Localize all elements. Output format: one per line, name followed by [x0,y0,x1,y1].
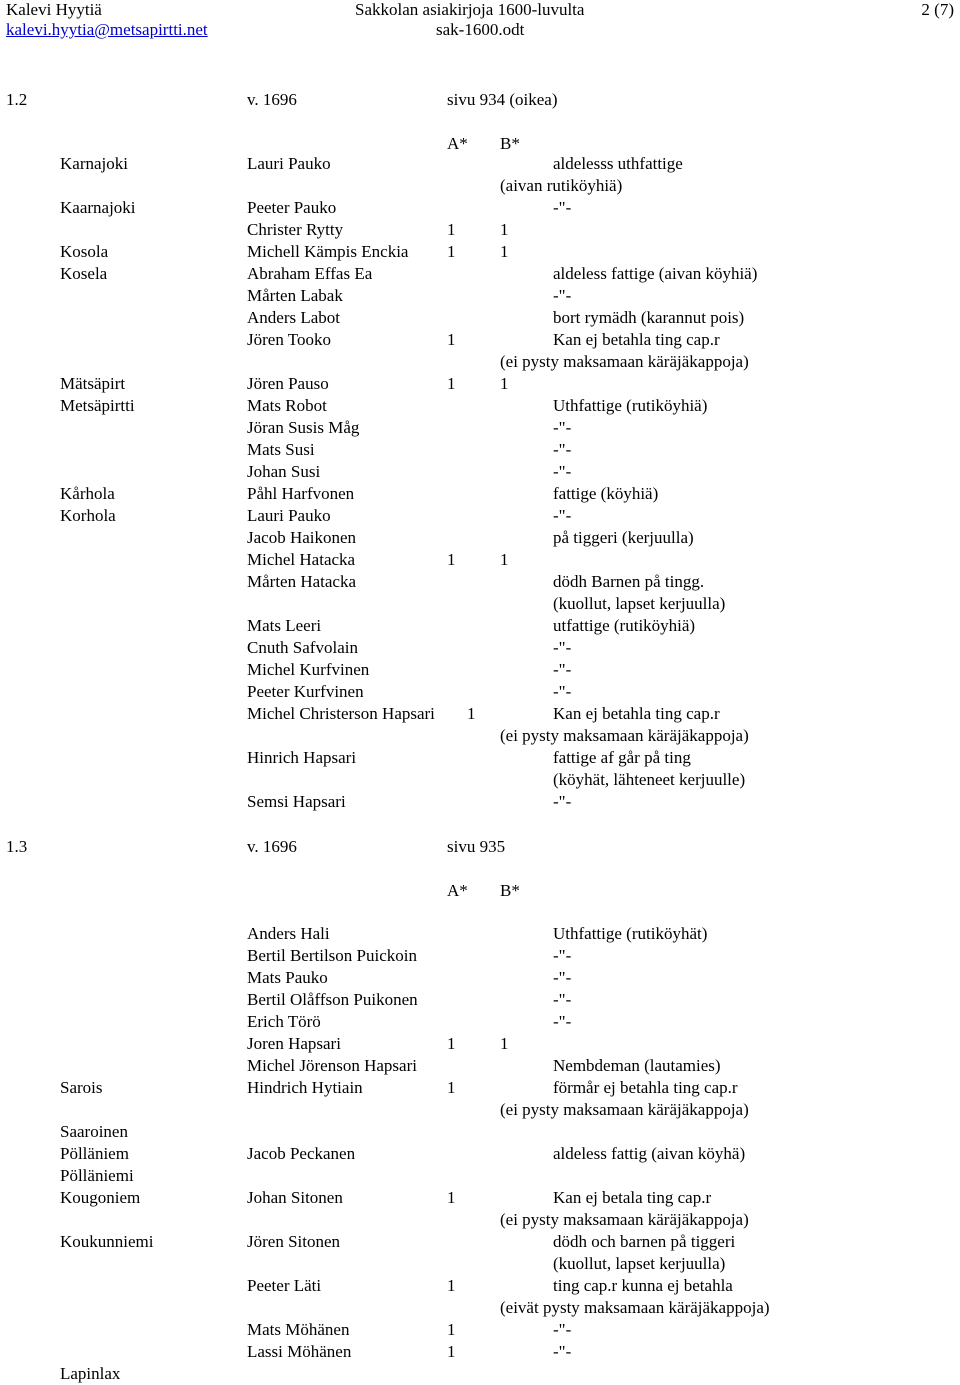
table-row [0,263,960,285]
translation-text: (ei pysty maksamaan käräjäkappoja) [500,1210,749,1229]
note-text: utfattige (rutiköyhiä) [553,616,696,635]
column-a-value: 1 [447,1078,456,1097]
person-name: Peeter Läti [247,1276,322,1295]
translation-text: (kuollut, lapset kerjuulla) [553,594,726,613]
person-name: Påhl Harfvonen [247,484,355,503]
note-text: Uthfattige (rutiköyhiä) [553,396,708,415]
person-name: Erich Törö [247,1012,321,1031]
note-text: förmår ej betahla ting cap.r [553,1078,738,1097]
author-name: Kalevi Hyytiä [6,0,102,19]
column-headers [0,133,940,155]
table-row [0,197,960,219]
table-row [0,549,960,571]
person-name: Lassi Möhänen [247,1342,352,1361]
section-page: sivu 934 (oikea) [447,90,558,109]
table-row [0,1121,960,1143]
table-row [0,1165,960,1187]
column-b-header: B* [500,134,520,153]
column-b-value: 1 [500,550,509,569]
column-a-value: 1 [447,1276,456,1295]
table-row [0,241,960,263]
note-text: -"- [553,1012,572,1031]
person-name: Christer Rytty [247,220,344,239]
table-row [0,1011,960,1033]
column-a-header: A* [447,134,468,153]
person-name: Jacob Haikonen [247,528,357,547]
table-row [0,1033,960,1055]
place-name: Saaroinen [60,1122,128,1141]
note-text: fattige af går på ting [553,748,691,767]
table-row [0,769,960,791]
table-row [0,571,960,593]
person-name: Cnuth Safvolain [247,638,358,657]
column-b-header: B* [500,881,520,900]
note-text: -"- [553,440,572,459]
table-row [0,659,960,681]
note-text: aldeless fattige (aivan köyhiä) [553,264,758,283]
person-name: Johan Sitonen [247,1188,343,1207]
person-name: Johan Susi [247,462,321,481]
table-row [0,681,960,703]
column-headers [0,880,940,902]
table-row [0,967,960,989]
table-row [0,1363,960,1385]
note-text: Uthfattige (rutiköyhät) [553,924,708,943]
page-number: 2 (7) [921,0,954,19]
table-row [0,175,960,197]
person-name: Michel Christerson Hapsari [247,704,435,723]
person-name: Bertil Olåffson Puikonen [247,990,418,1009]
translation-text: (köyhät, lähteneet kerjuulle) [553,770,746,789]
translation-text: (eivät pysty maksamaan käräjäkappoja) [500,1298,770,1317]
translation-text: (ei pysty maksamaan käräjäkappoja) [500,1100,749,1119]
note-text: -"- [553,638,572,657]
person-name: Peeter Pauko [247,198,337,217]
note-text: -"- [553,792,572,811]
note-text: dödh och barnen på tiggeri [553,1232,736,1251]
column-a-value: 1 [447,242,456,261]
table-row [0,989,960,1011]
table-row [0,637,960,659]
person-name: Mats Susi [247,440,315,459]
person-name: Mats Pauko [247,968,328,987]
table-row [0,461,960,483]
person-name: Bertil Bertilson Puickoin [247,946,417,965]
place-name: Metsäpirtti [60,396,135,415]
table-row [0,1055,960,1077]
column-a-value: 1 [447,1034,456,1053]
note-text: -"- [553,418,572,437]
note-text: -"- [553,660,572,679]
person-name: Semsi Hapsari [247,792,346,811]
column-b-value: 1 [500,220,509,239]
person-name: Hinrich Hapsari [247,748,357,767]
table-row [0,153,960,175]
place-name: Sarois [60,1078,103,1097]
table-row [0,351,960,373]
section-year: v. 1696 [247,90,297,109]
note-text: Kan ej betahla ting cap.r [553,704,720,723]
table-row [0,1099,960,1121]
table-row [0,219,960,241]
table-row [0,923,960,945]
person-name: Anders Labot [247,308,341,327]
table-row [0,329,960,351]
table-row [0,1253,960,1275]
person-name: Jören Sitonen [247,1232,341,1251]
note-text: Kan ej betala ting cap.r [553,1188,712,1207]
column-a-value: 1 [447,1320,456,1339]
section-heading-1-2 [6,89,946,111]
table-row [0,1275,960,1297]
table-row [0,945,960,967]
place-name: Mätsäpirt [60,374,126,393]
translation-text: (ei pysty maksamaan käräjäkappoja) [500,726,749,745]
column-a-value: 1 [447,550,456,569]
note-text: -"- [553,506,572,525]
table-row [0,747,960,769]
table-row [0,285,960,307]
table-row [0,417,960,439]
person-name: Lauri Pauko [247,154,331,173]
person-name: Abraham Effas Ea [247,264,373,283]
document-title: Sakkolan asiakirjoja 1600-luvulta [355,0,585,19]
note-text: -"- [553,1342,572,1361]
table-row [0,615,960,637]
place-name: Kougoniem [60,1188,141,1207]
note-text: ting cap.r kunna ej betahla [553,1276,733,1295]
table-row [0,791,960,813]
place-name: Koukunniemi [60,1232,154,1251]
column-a-value: 1 [447,330,456,349]
note-text: -"- [553,968,572,987]
person-name: Michel Hatacka [247,550,356,569]
person-name: Jören Pauso [247,374,329,393]
note-text: -"- [553,198,572,217]
person-name: Michel Kurfvinen [247,660,370,679]
page-header [6,0,954,44]
person-name: Jöran Susis Måg [247,418,360,437]
person-name: Jören Tooko [247,330,331,349]
author-email-link[interactable]: kalevi.hyytia@metsapirtti.net [6,20,208,39]
note-text: bort rymädh (karannut pois) [553,308,745,327]
place-name: Kaarnajoki [60,198,136,217]
table-row [0,395,960,417]
person-name: Mats Leeri [247,616,322,635]
column-a-header: A* [447,881,468,900]
place-name: Lapinlax [60,1364,121,1383]
person-name: Peeter Kurfvinen [247,682,364,701]
table-row [0,593,960,615]
note-text: aldeless fattig (aivan köyhä) [553,1144,746,1163]
place-name: Korhola [60,506,116,525]
column-b-value: 1 [500,374,509,393]
table-row [0,373,960,395]
note-text: fattige (köyhiä) [553,484,659,503]
person-name: Mats Möhänen [247,1320,350,1339]
person-name: Mårten Hatacka [247,572,357,591]
translation-text: (ei pysty maksamaan käräjäkappoja) [500,352,749,371]
person-name: Michell Kämpis Enckia [247,242,409,261]
place-name: Kosela [60,264,108,283]
note-text: -"- [553,1320,572,1339]
note-text: -"- [553,286,572,305]
column-b-value: 1 [500,242,509,261]
note-text: -"- [553,682,572,701]
table-row [0,1209,960,1231]
note-text: Kan ej betahla ting cap.r [553,330,720,349]
column-a-value: 1 [447,220,456,239]
translation-text: (aivan rutiköyhiä) [500,176,623,195]
column-a-value: 1 [447,1342,456,1361]
table-row [0,725,960,747]
note-text: -"- [553,462,572,481]
file-name: sak-1600.odt [436,20,525,39]
table-row [0,483,960,505]
section-year: v. 1696 [247,837,297,856]
person-name: Joren Hapsari [247,1034,341,1053]
place-name: Pölläniemi [60,1166,134,1185]
table-row [0,505,960,527]
place-name: Pölläniem [60,1144,129,1163]
section-heading-1-3 [6,836,946,858]
person-name: Anders Hali [247,924,330,943]
person-name: Jacob Peckanen [247,1144,356,1163]
table-row [0,1077,960,1099]
note-text: Nembdeman (lautamies) [553,1056,721,1075]
table-row [0,1143,960,1165]
person-name: Michel Jörenson Hapsari [247,1056,417,1075]
table-row [0,1319,960,1341]
table-row [0,1341,960,1363]
table-row [0,527,960,549]
section-number: 1.3 [6,837,28,856]
table-row [0,1187,960,1209]
note-text: -"- [553,946,572,965]
table-row [0,439,960,461]
column-a-value: 1 [447,1188,456,1207]
column-b-value: 1 [500,1034,509,1053]
person-name: Mårten Labak [247,286,343,305]
table-row [0,307,960,329]
place-name: Kårhola [60,484,115,503]
person-name: Mats Robot [247,396,327,415]
note-text: -"- [553,990,572,1009]
note-text: på tiggeri (kerjuulla) [553,528,694,547]
person-name: Hindrich Hytiain [247,1078,363,1097]
place-name: Kosola [60,242,109,261]
note-text: dödh Barnen på tingg. [553,572,705,591]
person-name: Lauri Pauko [247,506,331,525]
column-a-value: 1 [447,374,456,393]
table-row [0,1231,960,1253]
section-page: sivu 935 [447,837,506,856]
column-a-value: 1 [467,704,476,723]
section-number: 1.2 [6,90,28,109]
place-name: Karnajoki [60,154,128,173]
note-text: aldelesss uthfattige [553,154,683,173]
table-row [0,1297,960,1319]
table-row [0,703,960,725]
translation-text: (kuollut, lapset kerjuulla) [553,1254,726,1273]
